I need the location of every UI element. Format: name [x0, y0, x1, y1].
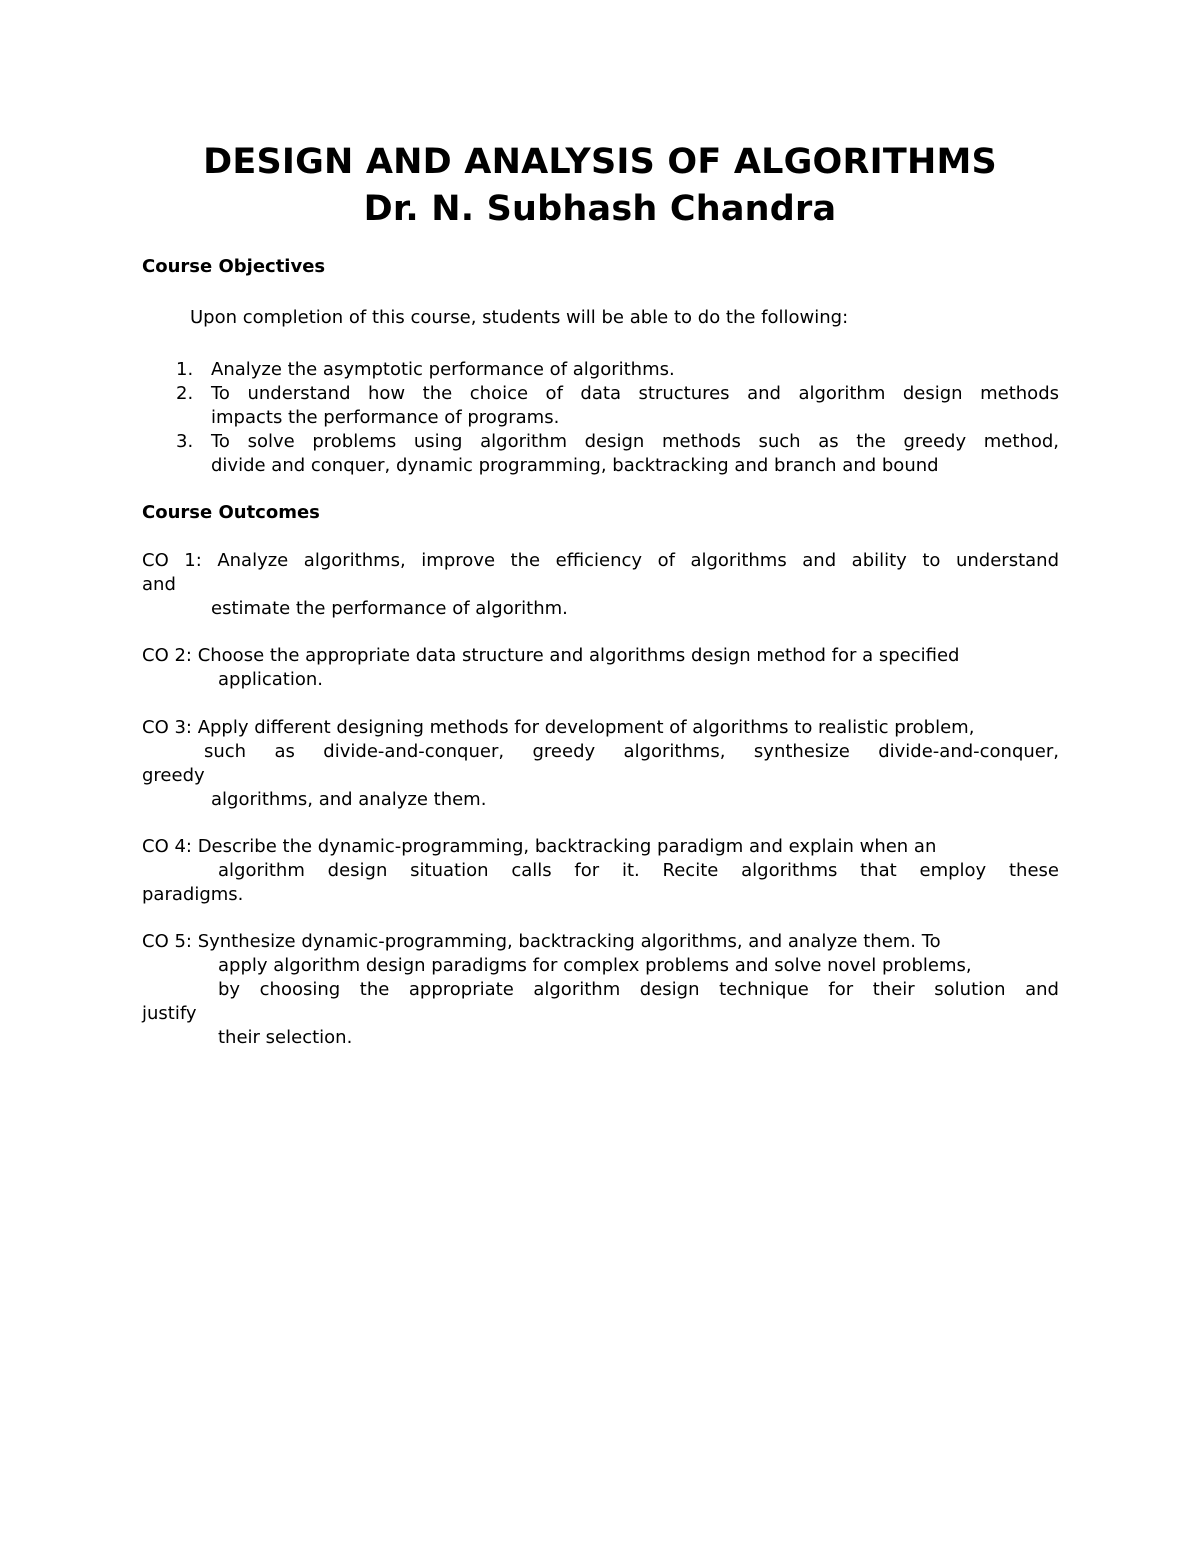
outcome-co5-text: apply algorithm design paradigms for complex problems and solve novel problems, — [218, 955, 972, 976]
outcome-co4-text: CO 4: Describe the dynamic-programming, backtracking paradigm and explain when an — [142, 836, 937, 857]
outcome-co5-text: justify — [142, 1003, 197, 1024]
outcome-co2-text: CO 2: Choose the appropriate data structure and algorithms design method for a specified — [142, 645, 960, 666]
outcome-co5-text: CO 5: Synthesize dynamic-programming, backtracking algorithms, and analyze them. To — [142, 931, 941, 952]
outcome-co5-text: their selection. — [218, 1027, 353, 1048]
outcome-co3-text: algorithms, and analyze them. — [211, 789, 487, 810]
document-author: Dr. N. Subhash Chandra — [363, 189, 837, 229]
outcome-co1-text: CO 1: Analyze algorithms, improve the efficiency of algorithms and ability to understand — [142, 550, 1059, 571]
outcomes-heading: Course Outcomes — [142, 502, 320, 523]
document-title: DESIGN AND ANALYSIS OF ALGORITHMS — [203, 142, 997, 182]
outcome-co1-text: and — [142, 574, 176, 595]
objective-number: 2. — [176, 383, 194, 404]
objectives-intro: Upon completion of this course, students will be able to do the following: — [190, 307, 849, 328]
outcome-co3-text: CO 3: Apply different designing methods for development of algorithms to realistic problem, — [142, 717, 975, 738]
objectives-heading: Course Objectives — [142, 256, 326, 277]
objective-text: To understand how the choice of data structures and algorithm design methods — [211, 383, 1059, 404]
outcome-co4-text: algorithm design situation calls for it. Recite algorithms that employ these — [218, 860, 1059, 881]
outcome-co5-text: by choosing the appropriate algorithm design technique for their solution and — [218, 979, 1059, 1000]
objective-text: Analyze the asymptotic performance of algorithms. — [211, 359, 675, 380]
objective-number: 3. — [176, 431, 194, 452]
objective-text: impacts the performance of programs. — [211, 407, 560, 428]
objective-text: To solve problems using algorithm design methods such as the greedy method, — [211, 431, 1059, 452]
objective-number: 1. — [176, 359, 194, 380]
objective-text: divide and conquer, dynamic programming, backtracking and branch and bound — [211, 455, 939, 476]
outcome-co4-text: paradigms. — [142, 884, 244, 905]
outcome-co2-text: application. — [218, 669, 324, 690]
outcome-co3-text: greedy — [142, 765, 205, 786]
outcome-co1-text: estimate the performance of algorithm. — [211, 598, 568, 619]
outcome-co3-text: such as divide-and-conquer, greedy algorithms, synthesize divide-and-conquer, — [204, 741, 1059, 762]
